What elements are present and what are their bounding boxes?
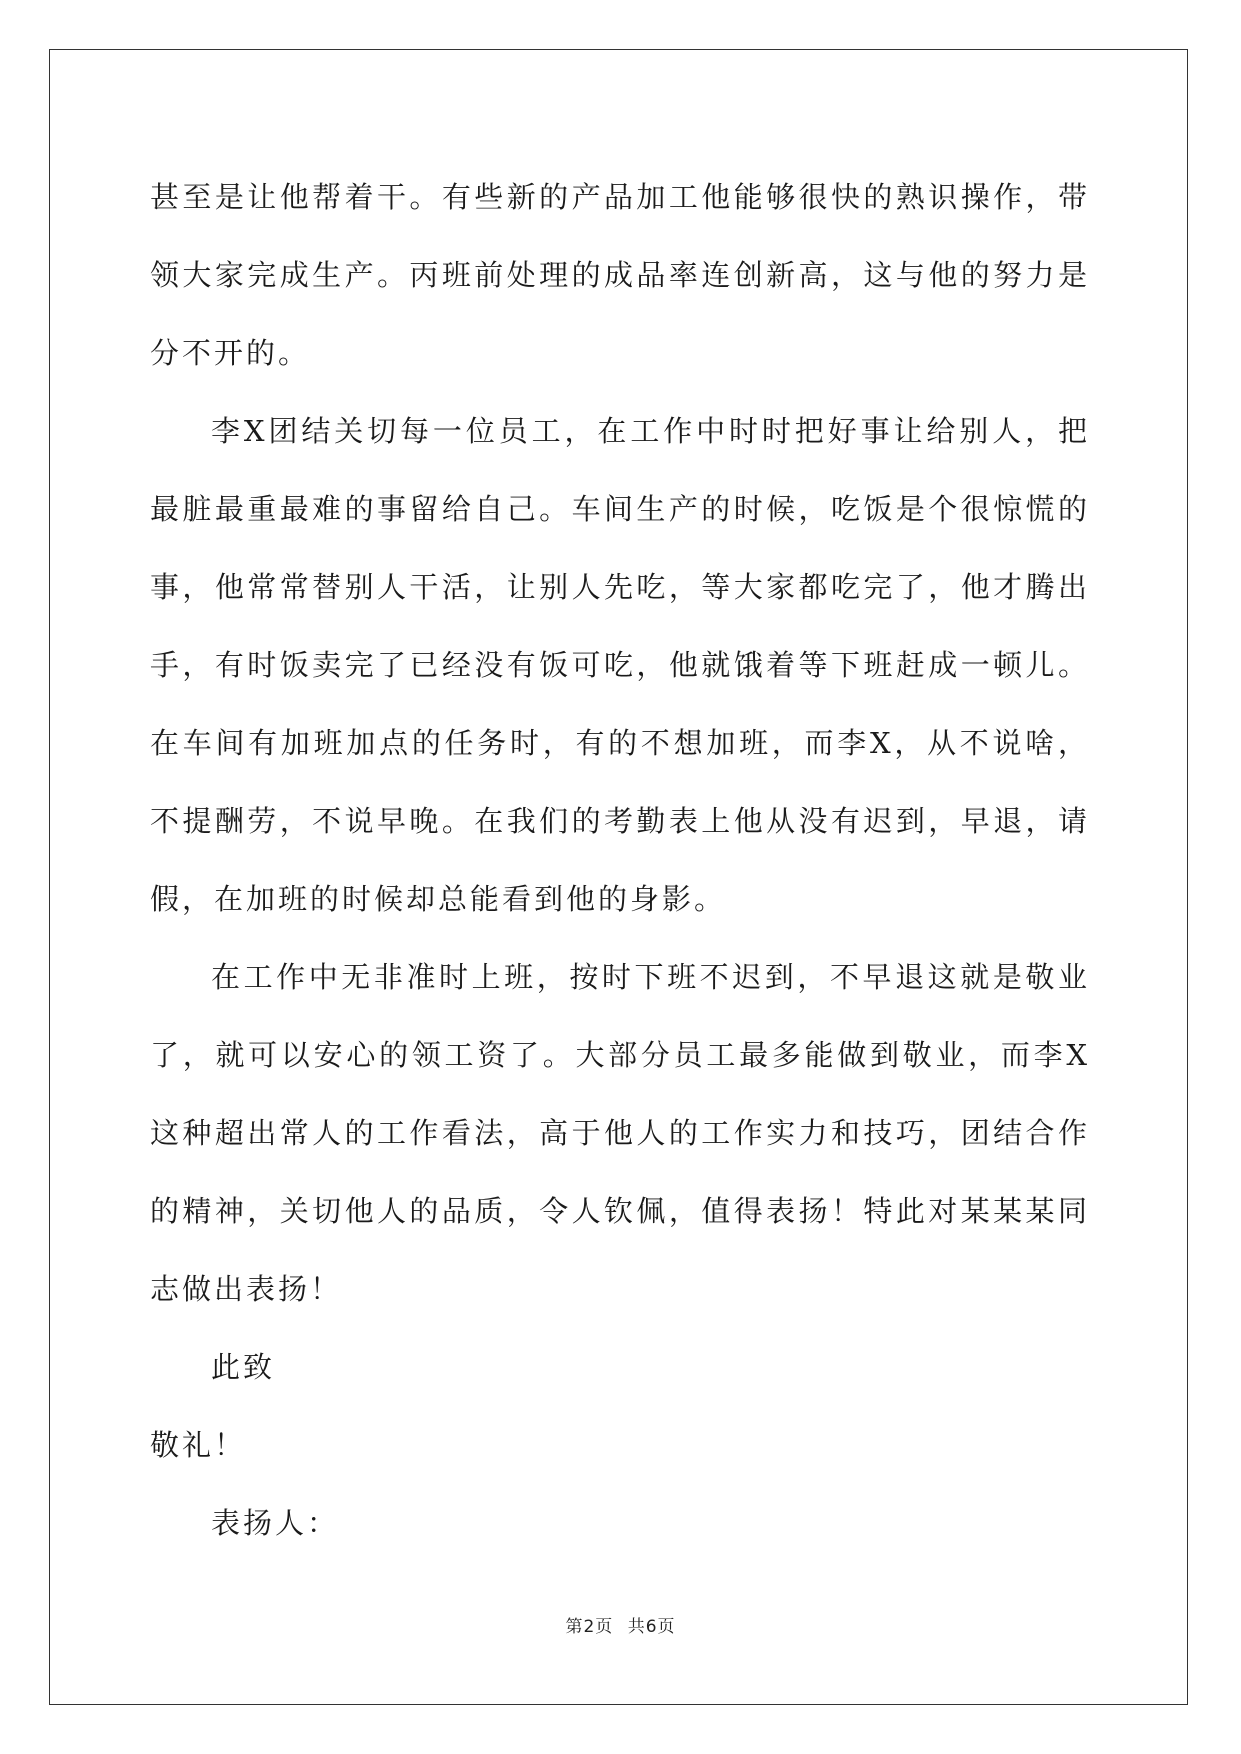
paragraph-2: 李X团结关切每一位员工，在工作中时时把好事让给别人，把最脏最重最难的事留给自己。车间生产的时候，吃饭是个很惊慌的事，他常常替别人干活，让别人先吃，等大家都吃完了，他才腾出手，有时饭卖完了已经没有饭可吃，他就饿着等下班赶成一顿儿。在车间有加班加点的任务时，有的不想加班，而李X，从不说啥，不提酬劳，不说早晚。在我们的考勤表上他从没有迟到，早退，请假，在加班的时候却总能看到他的身影。 [150,414,1090,916]
page-footer [0,1612,1241,1637]
page-total: 共6页 [627,1617,676,1637]
document-body [150,158,1090,1562]
closing-salutation: 此致 [211,1350,276,1384]
paragraph-1: 甚至是让他帮着干。有些新的产品加工他能够很快的熟识操作，带领大家完成生产。丙班前处理的成品率连创新高，这与他的努力是分不开的。 [150,180,1090,370]
paragraph-3: 在工作中无非准时上班，按时下班不迟到，不早退这就是敬业了，就可以安心的领工资了。大部分员工最多能做到敬业，而李X这种超出常人的工作看法，高于他人的工作实力和技巧，团结合作的精神，关切他人的品质，令人钦佩，值得表扬！特此对某某某同志做出表扬！ [150,960,1090,1306]
page-number: 第2页 [565,1617,614,1637]
signer-label: 表扬人： [211,1506,340,1540]
closing-regards: 敬礼！ [150,1428,247,1462]
